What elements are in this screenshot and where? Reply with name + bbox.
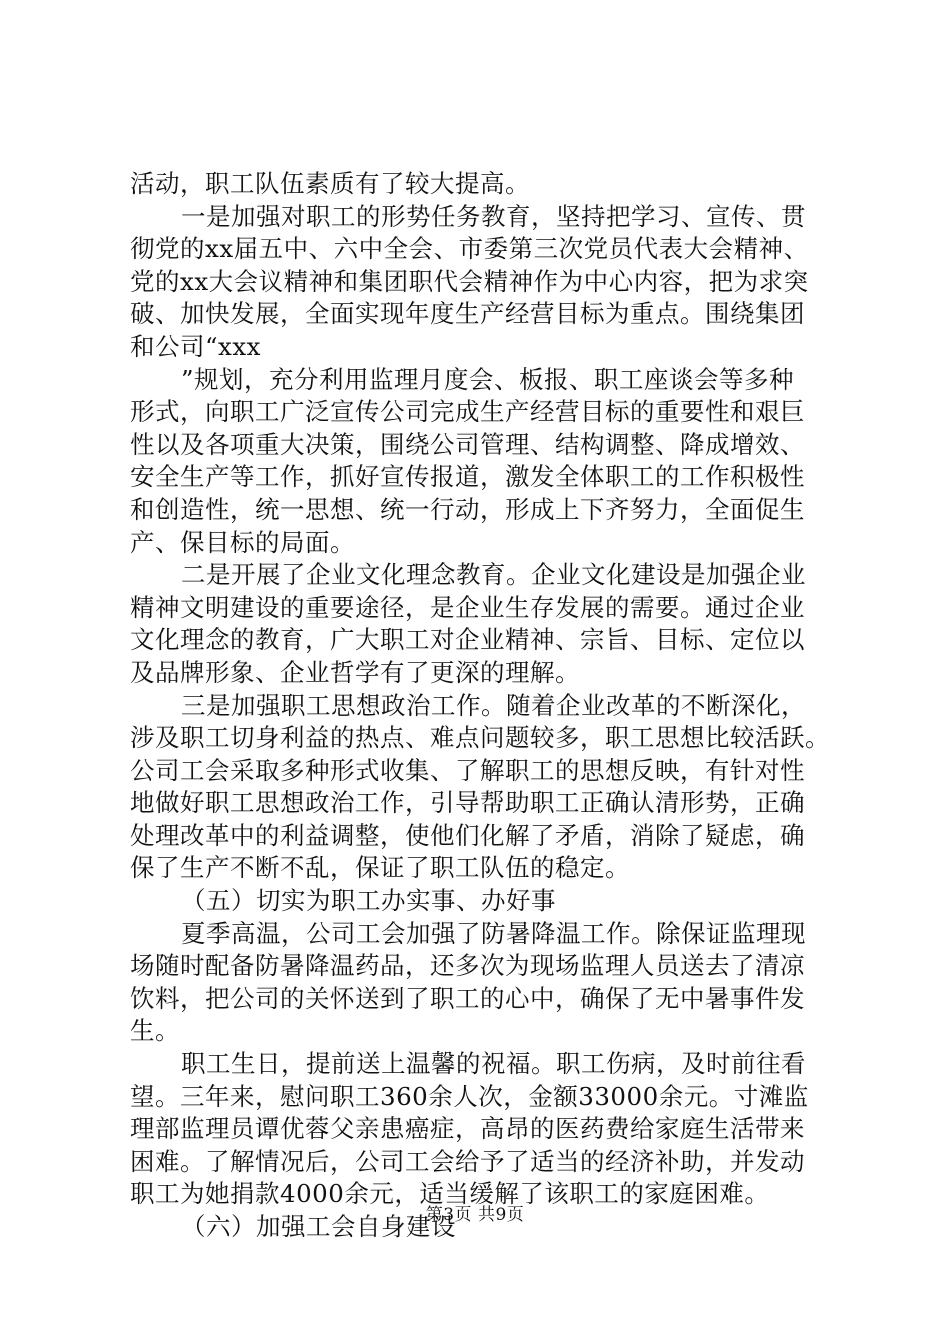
paragraph-first-line: 夏季高温，公司工会加强了防暑降温工作。除保证监理现: [181, 918, 806, 948]
text-line: 公司工会采取多种形式收集、了解职工的思想反映，有针对性: [130, 755, 805, 785]
section-heading: （五）切实为职工办实事、办好事: [181, 886, 556, 916]
text-line: 望。三年来，慰问职工360余人次，金额33000余元。寸滩监: [130, 1081, 809, 1111]
text-line: 活动，职工队伍素质有了较大提高。: [130, 169, 530, 198]
paragraph-first-line: 职工生日，提前送上温馨的祝福。职工伤病，及时前往看: [181, 1049, 806, 1079]
text-line: 地做好职工思想政治工作，引导帮助职工正确认清形势，正确: [130, 788, 805, 818]
paragraph-first-line: 一是加强对职工的形势任务教育，坚持把学习、宣传、贯: [181, 201, 806, 231]
text-line: 精神文明建设的重要途径，是企业生存发展的需要。通过企业: [130, 592, 805, 622]
paragraph-first-line: 二是开展了企业文化理念教育。企业文化建设是加强企业: [181, 560, 806, 590]
text-line: 和公司“xxx: [130, 331, 261, 361]
paragraph-first-line: ”规划，充分利用监理月度会、板报、职工座谈会等多种: [181, 364, 795, 394]
text-line: 产、保目标的局面。: [130, 527, 355, 557]
page-indicator: 第3页 共9页: [425, 1205, 525, 1225]
text-line: 形式，向职工广泛宣传公司完成生产经营目标的重要性和艰巨: [130, 397, 805, 427]
text-line: 理部监理员谭优蓉父亲患癌症，高昂的医药费给家庭生活带来: [130, 1114, 805, 1144]
text-line: 饮料，把公司的关怀送到了职工的心中，确保了无中暑事件发: [130, 983, 805, 1013]
text-line: 保了生产不断不乱，保证了职工队伍的稳定。: [130, 853, 630, 883]
text-line: 处理改革中的利益调整，使他们化解了矛盾，消除了疑虑，确: [130, 820, 805, 850]
paragraph-first-line: 三是加强职工思想政治工作。随着企业改革的不断深化，: [181, 690, 806, 720]
text-line: 安全生产等工作，抓好宣传报道，激发全体职工的工作积极性: [130, 462, 805, 492]
text-line: 和创造性，统一思想、统一行动，形成上下齐努力，全面促生: [130, 494, 805, 524]
document-body: [130, 168, 830, 1244]
text-line: 及品牌形象、企业哲学有了更深的理解。: [130, 657, 580, 687]
text-line: 党的xx大会议精神和集团职代会精神作为中心内容，把为求突: [130, 266, 809, 296]
text-line: 性以及各项重大决策，围绕公司管理、结构调整、降成增效、: [130, 429, 805, 459]
text-line: 职工为她捐款4000余元，适当缓解了该职工的家庭困难。: [130, 1179, 770, 1209]
text-line: 涉及职工切身利益的热点、难点问题较多，职工思想比较活跃。: [130, 723, 830, 753]
text-line: 破、加快发展，全面实现年度生产经营目标为重点。围绕集团: [130, 299, 805, 329]
section-heading: （六）加强工会自身建设: [181, 1212, 456, 1241]
text-line: 彻党的xx届五中、六中全会、市委第三次党员代表大会精神、: [130, 234, 809, 264]
text-line: 场随时配备防暑降温药品，还多次为现场监理人员送去了清凉: [130, 951, 805, 981]
text-line: 文化理念的教育，广大职工对企业精神、宗旨、目标、定位以: [130, 625, 805, 655]
text-line: 生。: [130, 1016, 180, 1046]
text-line: 困难。了解情况后，公司工会给予了适当的经济补助，并发动: [130, 1146, 805, 1176]
page-footer: [0, 1204, 950, 1226]
